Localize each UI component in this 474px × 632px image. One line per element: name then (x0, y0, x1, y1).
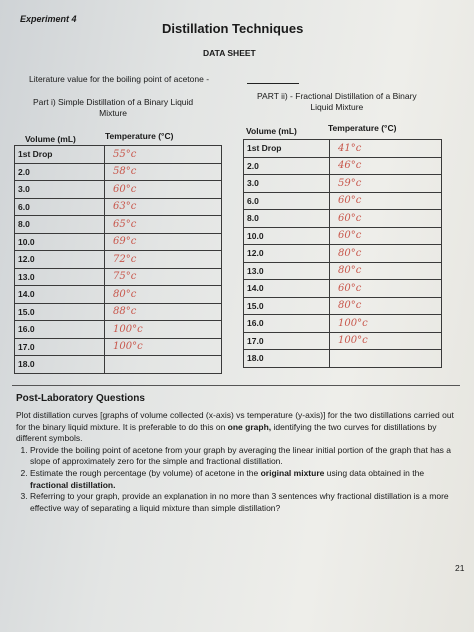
volume-cell: 16.0 (244, 315, 330, 333)
temperature-cell (330, 350, 442, 368)
volume-cell: 10.0 (15, 233, 105, 251)
table-row (15, 321, 222, 339)
q2-emphasis-2: fractional distillation. (30, 479, 116, 490)
table-row (15, 251, 222, 269)
part2-title-line1: PART ii) - Fractional Distillation of a Binary (257, 91, 417, 101)
volume-cell: 16.0 (15, 321, 105, 339)
part2-temperature-header: Temperature (°C) (328, 123, 397, 133)
temperature-cell: 80°c (330, 245, 442, 263)
question-3: 3. Referring to your graph, provide an explanation in no more than 3 sentences why fractional distillation is a more effective way of separating a liquid mixture than simple distillation? (30, 491, 464, 514)
table-row (244, 157, 442, 175)
question-2 (30, 468, 464, 491)
question-1: 1. Provide the boiling point of acetone from your graph by averaging the linear initial portion of the graph that has a slope of approximately zero for the simple and fractional distillation. (30, 445, 464, 468)
temperature-cell: 80°c (105, 286, 222, 304)
table-row (15, 163, 222, 181)
q2-text-mid: using data obtained in the (324, 467, 425, 478)
table-row (244, 350, 442, 368)
temperature-cell: 80°c (330, 262, 442, 280)
part2-title-line2: Liquid Mixture (310, 102, 364, 112)
temperature-cell: 72°c (105, 251, 222, 269)
table-row (15, 268, 222, 286)
table-row (15, 303, 222, 321)
volume-cell: 18.0 (15, 356, 105, 374)
part2-data-table (243, 139, 442, 368)
volume-cell: 1st Drop (244, 140, 330, 158)
part1-title-line1: Part i) Simple Distillation of a Binary Liquid (33, 97, 194, 107)
temperature-cell: 55°c (105, 146, 222, 164)
temperature-cell: 60°c (330, 227, 442, 245)
temperature-cell: 60°c (330, 210, 442, 228)
temperature-cell (105, 356, 222, 374)
volume-cell: 14.0 (244, 280, 330, 298)
table-row (15, 338, 222, 356)
table-row (244, 227, 442, 245)
part1-temperature-header: Temperature (°C) (105, 131, 174, 141)
post-lab-questions (16, 410, 464, 514)
volume-cell: 17.0 (244, 332, 330, 350)
part2-title (257, 91, 417, 113)
table-row (244, 262, 442, 280)
temperature-cell: 63°c (105, 198, 222, 216)
table-row (244, 192, 442, 210)
section-divider (12, 385, 460, 386)
temperature-cell: 88°c (105, 303, 222, 321)
temperature-cell: 58°c (105, 163, 222, 181)
volume-cell: 17.0 (15, 338, 105, 356)
table-row (15, 146, 222, 164)
table-row (15, 198, 222, 216)
part1-title (33, 97, 193, 119)
part2-volume-header: Volume (mL) (246, 126, 297, 136)
part1-volume-header: Volume (mL) (25, 134, 76, 144)
volume-cell: 12.0 (15, 251, 105, 269)
q2-emphasis: original mixture (260, 467, 325, 478)
temperature-cell: 100°c (105, 338, 222, 356)
table-row (15, 233, 222, 251)
experiment-label: Experiment 4 (20, 14, 77, 24)
temperature-cell: 65°c (105, 216, 222, 234)
volume-cell: 3.0 (244, 175, 330, 193)
page-title: Distillation Techniques (162, 21, 304, 36)
volume-cell: 2.0 (244, 157, 330, 175)
literature-value-blank (247, 83, 299, 84)
part1-title-line2: Mixture (99, 108, 128, 118)
volume-cell: 10.0 (244, 227, 330, 245)
table-row (244, 245, 442, 263)
post-lab-heading: Post-Laboratory Questions (16, 393, 145, 404)
volume-cell: 13.0 (244, 262, 330, 280)
temperature-cell: 100°c (330, 315, 442, 333)
temperature-cell: 100°c (330, 332, 442, 350)
temperature-cell: 41°c (330, 140, 442, 158)
table-row (244, 297, 442, 315)
table-row (244, 140, 442, 158)
temperature-cell: 60°c (330, 192, 442, 210)
volume-cell: 2.0 (15, 163, 105, 181)
table-row (244, 315, 442, 333)
temperature-cell: 69°c (105, 233, 222, 251)
intro-text: Plot distillation curves [graphs of volume collected (x-axis) vs temperature (y-axis)] for the two distillations carried out for the binary liquid mixture. It is preferable to do this on (16, 410, 454, 432)
part1-data-table (14, 145, 222, 374)
temperature-cell: 59°c (330, 175, 442, 193)
table-row (15, 216, 222, 234)
volume-cell: 6.0 (15, 198, 105, 216)
volume-cell: 13.0 (15, 268, 105, 286)
temperature-cell: 46°c (330, 157, 442, 175)
table-row (15, 356, 222, 374)
volume-cell: 1st Drop (15, 146, 105, 164)
volume-cell: 14.0 (15, 286, 105, 304)
q2-text: Estimate the rough percentage (by volume) of acetone in the (30, 467, 261, 478)
volume-cell: 15.0 (15, 303, 105, 321)
table-row (15, 286, 222, 304)
table-row (15, 181, 222, 199)
table-row (244, 280, 442, 298)
literature-value-label: Literature value for the boiling point of acetone - (29, 74, 210, 84)
temperature-cell: 60°c (330, 280, 442, 298)
temperature-cell: 60°c (105, 181, 222, 199)
volume-cell: 15.0 (244, 297, 330, 315)
volume-cell: 6.0 (244, 192, 330, 210)
volume-cell: 8.0 (15, 216, 105, 234)
volume-cell: 3.0 (15, 181, 105, 199)
page-number: 21 (455, 563, 465, 573)
volume-cell: 18.0 (244, 350, 330, 368)
volume-cell: 12.0 (244, 245, 330, 263)
intro-emphasis: one graph, (227, 421, 272, 432)
table-row (244, 332, 442, 350)
temperature-cell: 75°c (105, 268, 222, 286)
temperature-cell: 80°c (330, 297, 442, 315)
post-lab-intro (16, 410, 464, 445)
data-sheet-heading: DATA SHEET (203, 48, 256, 58)
intro-text-end: identifying the two curves for distillations by different symbols. (16, 421, 437, 444)
volume-cell: 8.0 (244, 210, 330, 228)
temperature-cell: 100°c (105, 321, 222, 339)
table-row (244, 175, 442, 193)
table-row (244, 210, 442, 228)
